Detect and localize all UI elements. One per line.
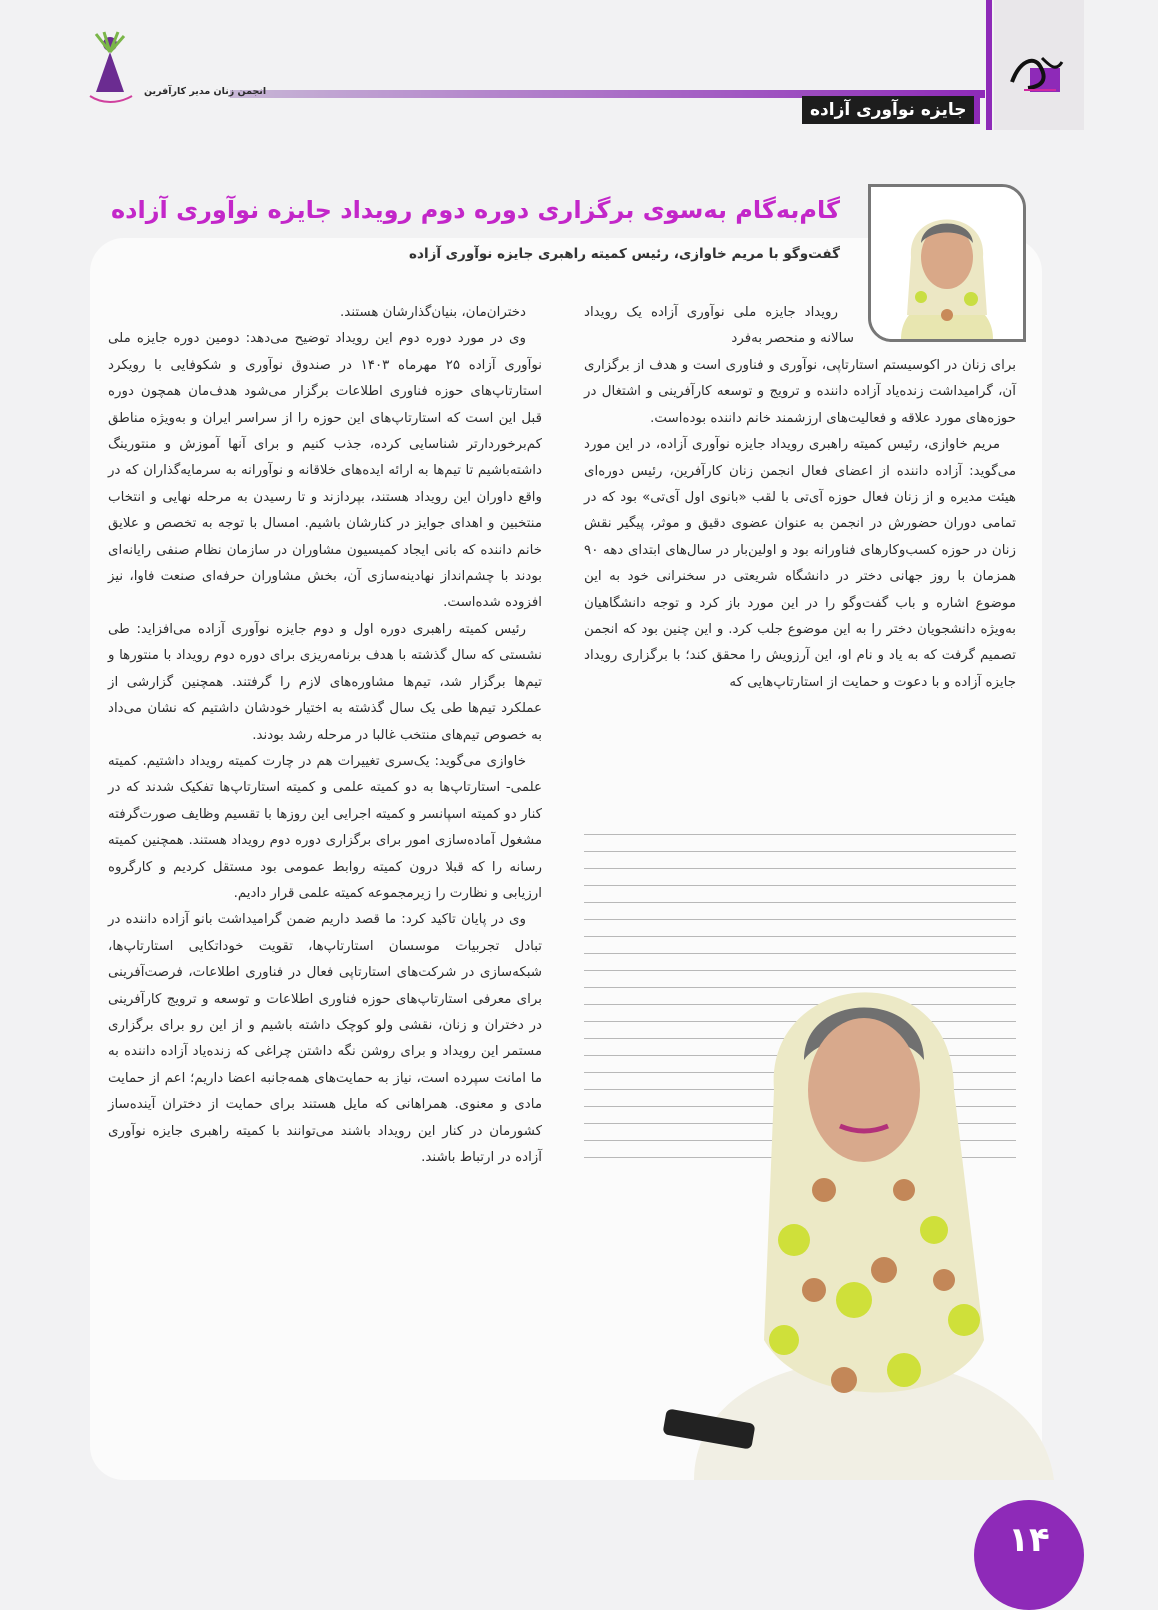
paragraph: خاوازی می‌گوید: یک‌سری تغییرات هم در چارت کمیته رویداد داشتیم. کمیته علمی- استارتاپ‌ها به دو کمیته علمی و کمیته استارتاپ‌ها تفکیک شدند که در کنار دو کمیته اسپانسر و کمیته اجرایی این روزها با تقسیم وظایف صورت‌گرفته مشغول آماده‌سازی امور برای برگزاری دوره دوم رویداد هستند. همچنین کمیته رسانه را که قبلا درون کمیته روابط عمومی بود مستقل کردیم و کارگروه ارزیابی و نظارت را زیرمجموعه کمیته علمی قرار دادیم. <box>108 753 542 901</box>
portrait-thumbnail <box>868 184 1026 342</box>
portrait-photo-icon <box>871 187 1023 339</box>
interviewee-photo <box>654 940 1070 1480</box>
association-logo-icon <box>82 30 138 108</box>
right-column <box>584 353 1016 696</box>
intro-text <box>584 300 854 353</box>
page-number: ۱۴ <box>974 1500 1084 1610</box>
paragraph: برای زنان در اکوسیستم استارتاپی، نوآوری و فناوری است و هدف از برگزاری آن، گرامیداشت زنده‌یاد آزاده داننده و ترویج و توسعه کارآفرینی و اشتغال در حوزه‌های مورد علاقه و فعالیت‌های ارزشمند خانم داننده بوده‌است. <box>584 358 1016 426</box>
paragraph: دختران‌مان، بنیان‌گذارشان هستند. <box>340 305 526 320</box>
section-tag: جایزه نوآوری آزاده <box>802 96 980 124</box>
article-subtitle: گفت‌وگو با مریم خاوازی، رئیس کمیته راهبری جایزه نوآوری آزاده <box>409 246 840 262</box>
association-name: انجمن زنان مدیر کارآفرین <box>144 86 267 97</box>
paragraph: وی در مورد دوره دوم این رویداد توضیح می‌دهد: دومین دوره جایزه ملی نوآوری آزاده ۲۵ مهرماه ۱۴۰۳ در صندوق نوآوری و شکوفایی با رویکرد استارتاپ‌های حوزه فناوری اطلاعات برگزار می‌شود هدف‌مان همچون دوره قبل این است که استارتاپ‌های این حوزه را از سراسر ایران و به‌ویژه مناطق کم‌برخوردارتر شناسایی کرده، جذب کنیم و برای آنها آموزش و منتورینگ داشته‌باشیم تا تیم‌ها به ارائه ایده‌های خلاقانه و نوآورانه به سرمایه‌گذاران که در واقع داوران این رویداد هستند، بپردازند و تا رسیدن به مرحله نهایی و انتخاب منتخبین و اهدای جوایز در کنارشان باشیم. امسال با توجه به تخصص و علایق خانم داننده که بانی ایجاد کمیسیون مشاوران در سازمان نظام صنفی رایانه‌ای بودند با چشم‌انداز نهادینه‌سازی آن، بخش مشاوران حرفه‌ای صنعت فاوا، نیز افزوده شده‌است. <box>108 331 542 611</box>
left-column <box>108 300 542 1171</box>
paragraph: وی در پایان تاکید کرد: ما قصد داریم ضمن گرامیداشت بانو آزاده داننده در تبادل تجربیات موسسان استارتاپ‌ها، تقویت خوداتکایی استارتاپ‌ها، شبکه‌سازی در شرکت‌های استارتاپی فعال در فناوری اطلاعات، فرصت‌آفرینی برای معرفی استارتاپ‌های حوزه فناوری اطلاعات و توسعه و ترویج کارآفرینی در دختران و زنان، نقشی ولو کوچک داشته باشیم و از این رو برای برگزاری مستمر این رویداد و برای روشن نگه داشتن چراغی که زنده‌یاد آزاده داننده به ما امانت سپرده است، نیاز به حمایت‌های همه‌جانبه اعضا داریم؛ اعم از حمایت مادی و معنوی. همراهانی که مایل هستند برای حمایت از دختران آینده‌ساز کشورمان در کنار این رویداد باشند می‌توانند با کمیته راهبری جایزه نوآوری آزاده در ارتباط باشند. <box>108 912 542 1165</box>
magazine-logo-icon <box>1006 52 1068 96</box>
brand-vertical-bar <box>986 0 992 130</box>
paragraph: رئیس کمیته راهبری دوره اول و دوم جایزه نوآوری آزاده می‌افزاید: طی نشستی که سال گذشته با هدف برنامه‌ریزی برای دوره دوم رویداد با منتورها و تیم‌ها برگزار شد، تیم‌ها مشاوره‌های لازم را گرفتند. همچنین گزارشی از عملکرد تیم‌ها طی یک سال گذشته به اختیار خودشان داشتیم که نشان می‌داد به خصوص تیم‌های منتخب غالبا در مرحله رشد بودند. <box>108 621 542 743</box>
article-title: گام‌به‌گام به‌سوی برگزاری دوره دوم رویداد جایزه نوآوری آزاده <box>111 196 840 224</box>
paragraph: مریم خاوازی، رئیس کمیته راهبری رویداد جایزه نوآوری آزاده، در این مورد می‌گوید: آزاده داننده از اعضای فعال انجمن زنان کارآفرین، رئیس دوره‌ای هیئت مدیره و از زنان فعال حوزه آی‌تی با لقب «بانوی اول آی‌تی» بود که در تمامی دوران حضورش در انجمن به عنوان عضوی دقیق و موثر، پیگیر نقش زنان در حوزه کسب‌وکارهای فناورانه بود و اولین‌بار در سال‌های ابتدای دهه ۹۰ همزمان با روز جهانی دختر در دانشگاه شریعتی در سخنرانی خود به این موضوع اشاره و باب گفت‌وگو را در این مورد باز کرد و توجه دانشگاهیان به‌ویژه دانشجویان دختر را به این موضوع جلب کرد. و این چنین بود که انجمن تصمیم گرفت که به یاد و نام او، این آرزویش را محقق کند؛ با برگزاری رویداد جایزه آزاده و با دعوت و حمایت از استارتاپ‌هایی که <box>584 437 1016 690</box>
intro-paragraph: رویداد جایزه ملی نوآوری آزاده یک رویداد سالانه و منحصر به‌فرد <box>584 305 854 347</box>
